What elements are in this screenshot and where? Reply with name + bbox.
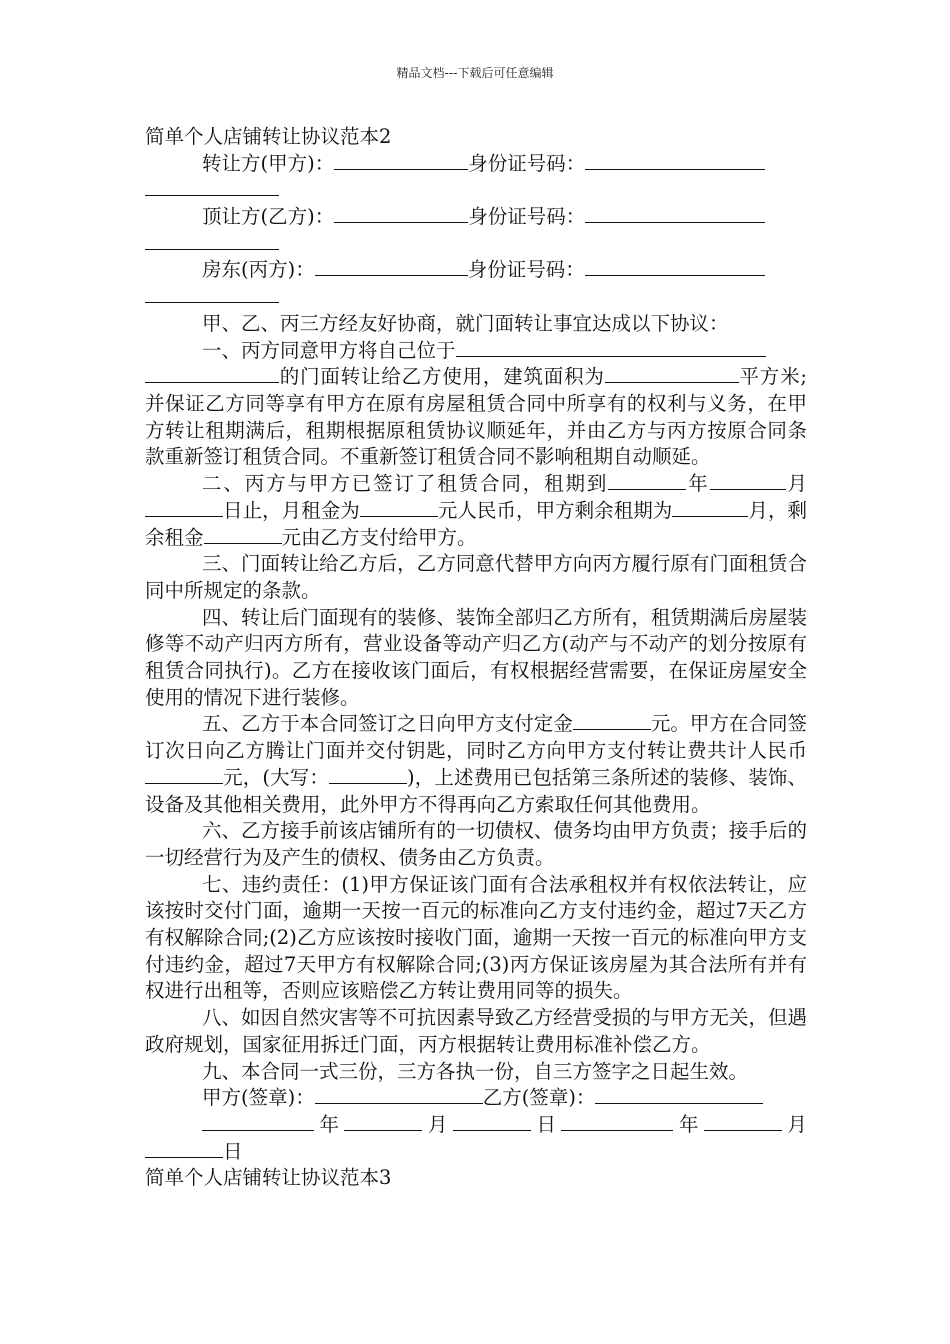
clause-1-text-b: 的门面转让给乙方使用，建筑面积为 (279, 365, 605, 389)
date-b-day-label: 日 (223, 1139, 243, 1163)
party-c-id-blank-cont[interactable] (145, 284, 279, 303)
party-c-id-label: 身份证号码： (467, 258, 585, 282)
party-b-name-blank[interactable] (334, 204, 468, 223)
clause-5-fee-blank[interactable] (145, 765, 223, 784)
signature-line (145, 1085, 807, 1112)
clause-7: 七、违约责任：(1)甲方保证该门面有合法承租权并有权依法转让，应该按时交付门面，逾期一天按一百元的标准向乙方支付违约金，超过7天乙方有权解除合同;(2)乙方应该按时接收门面，逾期一天按一百元的标准向甲方支付违约金，超过7天甲方有权解除合同;(3)丙方保证该房屋为其合法所有并有权进行出租等，否则应该赔偿乙方转让费用同等的损失。 (145, 872, 807, 1003)
sign-b-blank[interactable] (595, 1085, 763, 1104)
sign-a-blank[interactable] (315, 1085, 483, 1104)
clause-2-text-b: 日止，月租金为 (223, 498, 360, 522)
date-a-day-label: 日 (530, 1112, 562, 1136)
clause-8: 八、如因自然灾害等不可抗因素导致乙方经营受损的与甲方无关，但遇政府规划，国家征用拆迁门面，丙方根据转让费用标准补偿乙方。 (145, 1006, 807, 1056)
party-b-id-label: 身份证号码： (468, 205, 586, 229)
clause-2-day-blank[interactable] (145, 498, 223, 517)
clause-1-body (145, 364, 807, 471)
clause-1-text-c: 平方米;并保证乙方同等享有甲方在原有房屋租赁合同中所享有的权利与义务，在甲方转让租期满后，租期根据原租赁协议顺延年，并由乙方与丙方按原合同条款重新签订租赁合同。不重新签订租赁合同不影响租期自动顺延。 (145, 365, 807, 469)
date-b-year-label: 年 (673, 1112, 704, 1136)
sign-b-label: 乙方(签章)： (482, 1086, 596, 1110)
date-a-day-blank[interactable] (453, 1112, 531, 1131)
sign-a-label: 甲方(签章)： (202, 1086, 315, 1110)
party-c-label: 房东(丙方)： (202, 258, 315, 282)
clause-1-location-blank[interactable] (456, 338, 766, 357)
clause-2-remaining-rent-blank[interactable] (204, 525, 282, 544)
date-b-year-blank[interactable] (561, 1112, 673, 1131)
clause-5-fee-words-blank[interactable] (329, 765, 407, 784)
party-a-name-blank[interactable] (334, 151, 468, 170)
party-c-line (145, 257, 807, 284)
party-c-id-blank[interactable] (585, 257, 765, 276)
agreement-title-3: 简单个人店铺转让协议范本3 (145, 1166, 392, 1190)
date-a-month-blank[interactable] (344, 1112, 422, 1131)
clause-9: 九、本合同一式三份，三方各执一份，自三方签字之日起生效。 (202, 1059, 749, 1083)
clause-5-deposit-blank[interactable] (573, 711, 651, 730)
clause-1-text-a: 一、丙方同意甲方将自己位于 (202, 338, 456, 362)
clause-3: 三、门面转让给乙方后，乙方同意代替甲方向丙方履行原有门面租赁合同中所规定的条款。 (145, 552, 807, 602)
clause-4: 四、转让后门面现有的装修、装饰全部归乙方所有，租赁期满后房屋装修等不动产归丙方所有，营业设备等动产归乙方(动产与不动产的划分按原有租赁合同执行)。乙方在接收该门面后，有权根据经营需要，在保证房屋安全使用的情况下进行装修。 (145, 605, 807, 709)
clause-2-rent-blank[interactable] (360, 498, 438, 517)
agreement-title-2: 简单个人店铺转让协议范本2 (145, 125, 392, 148)
party-c-name-blank[interactable] (315, 257, 468, 276)
clause-6: 六、乙方接手前该店铺所有的一切债权、债务均由甲方负责；接手后的一切经营行为及产生的债权、债务由乙方负责。 (145, 819, 807, 869)
clause-1-location-blank-cont[interactable] (145, 364, 279, 383)
clause-2 (145, 471, 807, 551)
party-a-label: 转让方(甲方)： (202, 151, 335, 175)
page-header: 精品文档---下载后可任意编辑 (396, 66, 554, 80)
party-a-id-blank[interactable] (585, 151, 765, 170)
clause-2-year-label: 年 (686, 472, 710, 496)
clause-2-text-d: 月，剩余租金 (145, 498, 807, 549)
clause-5-text-b: 元。甲方在合同签订次日向乙方腾让门面并交付钥匙，同时乙方向甲方支付转让费共计人民币 (145, 712, 807, 763)
clause-5-text-d: )，上述费用已包括第三条所述的装修、装饰、设备及其他相关费用，此外甲方不得再向乙方索取任何其他费用。 (145, 765, 808, 816)
party-a-line (145, 151, 807, 178)
party-a-id-blank-cont[interactable] (145, 177, 279, 196)
date-line (145, 1112, 807, 1165)
clause-5-text-c: 元，(大写： (223, 765, 329, 789)
clause-2-text-e: 元由乙方支付给甲方。 (281, 525, 477, 549)
clause-2-year-blank[interactable] (608, 471, 686, 490)
date-a-month-label: 月 (422, 1112, 453, 1136)
clause-2-remaining-blank[interactable] (672, 498, 748, 517)
date-b-month-blank[interactable] (704, 1112, 782, 1131)
date-b-month-label: 月 (781, 1112, 807, 1136)
clause-5 (145, 711, 807, 818)
agreement-document (145, 124, 807, 1192)
date-b-day-blank[interactable] (145, 1139, 223, 1158)
clause-5-text-a: 五、乙方于本合同签订之日向甲方支付定金 (202, 712, 573, 736)
party-b-label: 顶让方(乙方)： (202, 205, 335, 229)
clause-2-text-a: 二、丙方与甲方已签订了租赁合同，租期到 (202, 472, 609, 496)
party-b-line (145, 204, 807, 231)
clause-1-area-blank[interactable] (605, 364, 739, 383)
party-a-id-label: 身份证号码： (468, 151, 586, 175)
date-a-year-blank[interactable] (202, 1112, 314, 1131)
intro-paragraph: 甲、乙、丙三方经友好协商，就门面转让事宜达成以下协议： (202, 311, 729, 335)
clause-1-line-1 (145, 338, 807, 365)
clause-2-month-blank[interactable] (710, 471, 786, 490)
party-b-id-blank[interactable] (585, 204, 765, 223)
clause-2-text-c: 元人民币，甲方剩余租期为 (437, 498, 673, 522)
clause-2-month-label: 月 (785, 472, 807, 496)
date-a-year-label: 年 (314, 1112, 345, 1136)
party-b-id-blank-cont[interactable] (145, 231, 279, 250)
